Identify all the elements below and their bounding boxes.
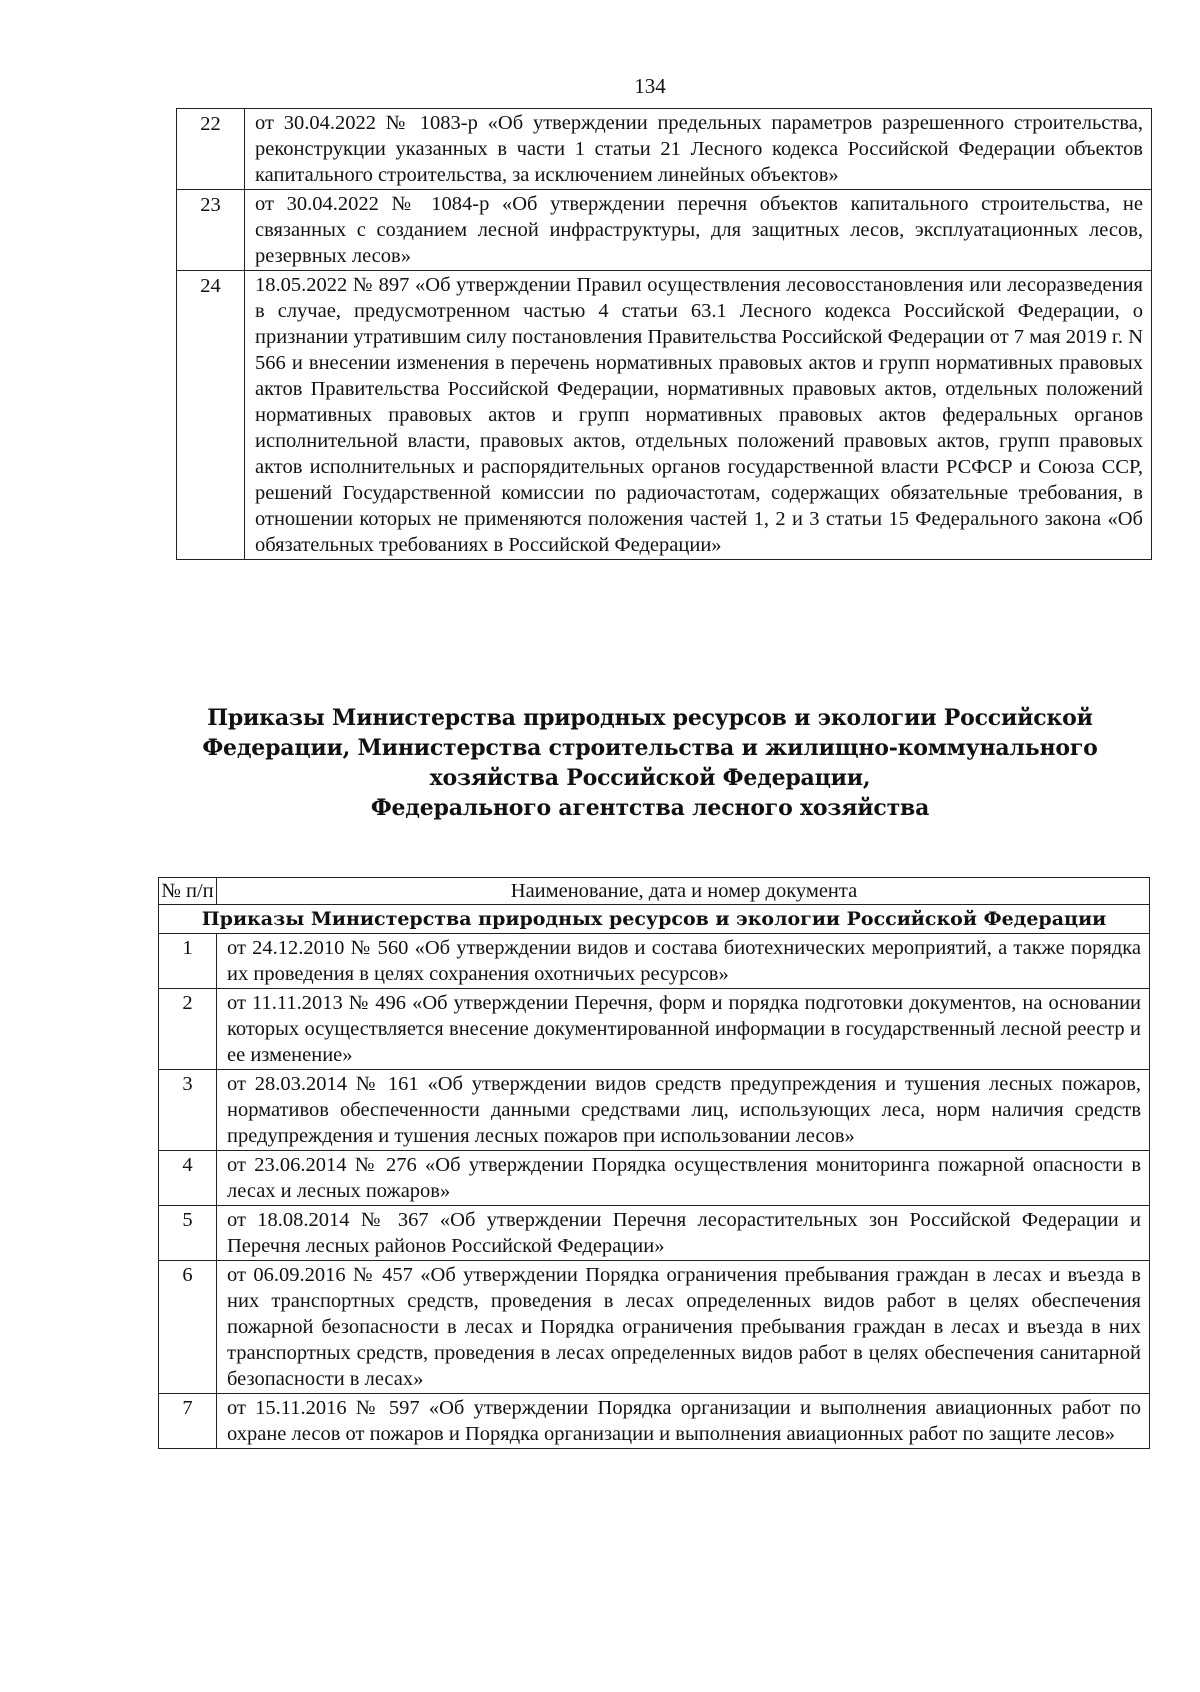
- page-number: 134: [634, 74, 666, 98]
- table-row: [159, 989, 1150, 1070]
- header-number: № п/п: [159, 878, 217, 905]
- heading-line: Федерации, Министерства строительства и жилищно-коммунального: [202, 735, 1098, 761]
- row-text: от 28.03.2014 № 161 «Об утверждении видов средств предупреждения и тушения лесных пожаров, нормативов обеспеченности данными средствами лиц, использующих леса, норм наличия средств предупреждения и тушения лесных пожаров при использовании лесов»: [217, 1070, 1150, 1151]
- table-header-row: [159, 878, 1150, 905]
- table-row: [159, 1151, 1150, 1206]
- bottom-table: [158, 877, 1150, 1449]
- heading-line: хозяйства Российской Федерации,: [429, 765, 871, 791]
- row-number: 22: [177, 109, 245, 190]
- section-heading: [160, 703, 1140, 823]
- row-text: от 30.04.2022 № 1084-р «Об утверждении перечня объектов капитального строительства, не связанных с созданием лесной инфраструктуры, для защитных лесов, эксплуатационных лесов, резервных лесов»: [245, 190, 1152, 271]
- row-number: 3: [159, 1070, 217, 1151]
- row-number: 2: [159, 989, 217, 1070]
- top-table: [176, 108, 1152, 560]
- table-row: [159, 1261, 1150, 1394]
- row-text: от 23.06.2014 № 276 «Об утверждении Порядка осуществления мониторинга пожарной опасности в лесах и лесных пожаров»: [217, 1151, 1150, 1206]
- table-row: [159, 1394, 1150, 1449]
- table-row: [177, 271, 1152, 560]
- row-number: 4: [159, 1151, 217, 1206]
- heading-line: Федерального агентства лесного хозяйства: [370, 795, 930, 821]
- row-text: от 18.08.2014 № 367 «Об утверждении Перечня лесорастительных зон Российской Федерации и Перечня лесных районов Российской Федерации»: [217, 1206, 1150, 1261]
- row-number: 23: [177, 190, 245, 271]
- row-text: от 30.04.2022 № 1083-р «Об утверждении предельных параметров разрешенного строительства, реконструкции указанных в части 1 статьи 21 Лесного кодекса Российской Федерации объектов капитального строительства, за исключением линейных объектов»: [245, 109, 1152, 190]
- row-text: от 24.12.2010 № 560 «Об утверждении видов и состава биотехнических мероприятий, а также порядка их проведения в целях сохранения охотничьих ресурсов»: [217, 934, 1150, 989]
- row-number: 5: [159, 1206, 217, 1261]
- table-row: [159, 1070, 1150, 1151]
- section-title: Приказы Министерства природных ресурсов и экологии Российской Федерации: [159, 905, 1150, 934]
- row-number: 24: [177, 271, 245, 560]
- row-number: 6: [159, 1261, 217, 1394]
- table-row: [177, 190, 1152, 271]
- row-text: 18.05.2022 № 897 «Об утверждении Правил осуществления лесовосстановления или лесоразведения в случае, предусмотренном частью 4 статьи 63.1 Лесного кодекса Российской Федерации, о признании утратившим силу постановления Правительства Российской Федерации от 7 мая 2019 г. N 566 и внесении изменения в перечень нормативных правовых актов и групп нормативных правовых актов Правительства Российской Федерации, нормативных правовых актов, отдельных положений нормативных правовых актов и групп нормативных правовых актов федеральных органов исполнительной власти, правовых актов, отдельных положений правовых актов, групп правовых актов исполнительных и распорядительных органов государственной власти РСФСР и Союза ССР, решений Государственной комиссии по радиочастотам, содержащих обязательные требования, в отношении которых не применяются положения частей 1, 2 и 3 статьи 15 Федерального закона «Об обязательных требованиях в Российской Федерации»: [245, 271, 1152, 560]
- row-number: 1: [159, 934, 217, 989]
- row-text: от 06.09.2016 № 457 «Об утверждении Порядка ограничения пребывания граждан в лесах и въезда в них транспортных средств, проведения в лесах определенных видов работ в целях обеспечения пожарной безопасности в лесах и Порядка ограничения пребывания граждан в лесах и въезда в них транспортных средств, проведения в лесах определенных видов работ в целях обеспечения санитарной безопасности в лесах»: [217, 1261, 1150, 1394]
- heading-line: Приказы Министерства природных ресурсов и экологии Российской: [207, 705, 1093, 731]
- table-section-row: [159, 905, 1150, 934]
- row-text: от 11.11.2013 № 496 «Об утверждении Перечня, форм и порядка подготовки документов, на основании которых осуществляется внесение документированной информации в государственный лесной реестр и ее изменение»: [217, 989, 1150, 1070]
- row-number: 7: [159, 1394, 217, 1449]
- table-row: [159, 934, 1150, 989]
- header-name: Наименование, дата и номер документа: [217, 878, 1150, 905]
- table-row: [177, 109, 1152, 190]
- row-text: от 15.11.2016 № 597 «Об утверждении Порядка организации и выполнения авиационных работ по охране лесов от пожаров и Порядка организации и выполнения авиационных работ по защите лесов»: [217, 1394, 1150, 1449]
- table-row: [159, 1206, 1150, 1261]
